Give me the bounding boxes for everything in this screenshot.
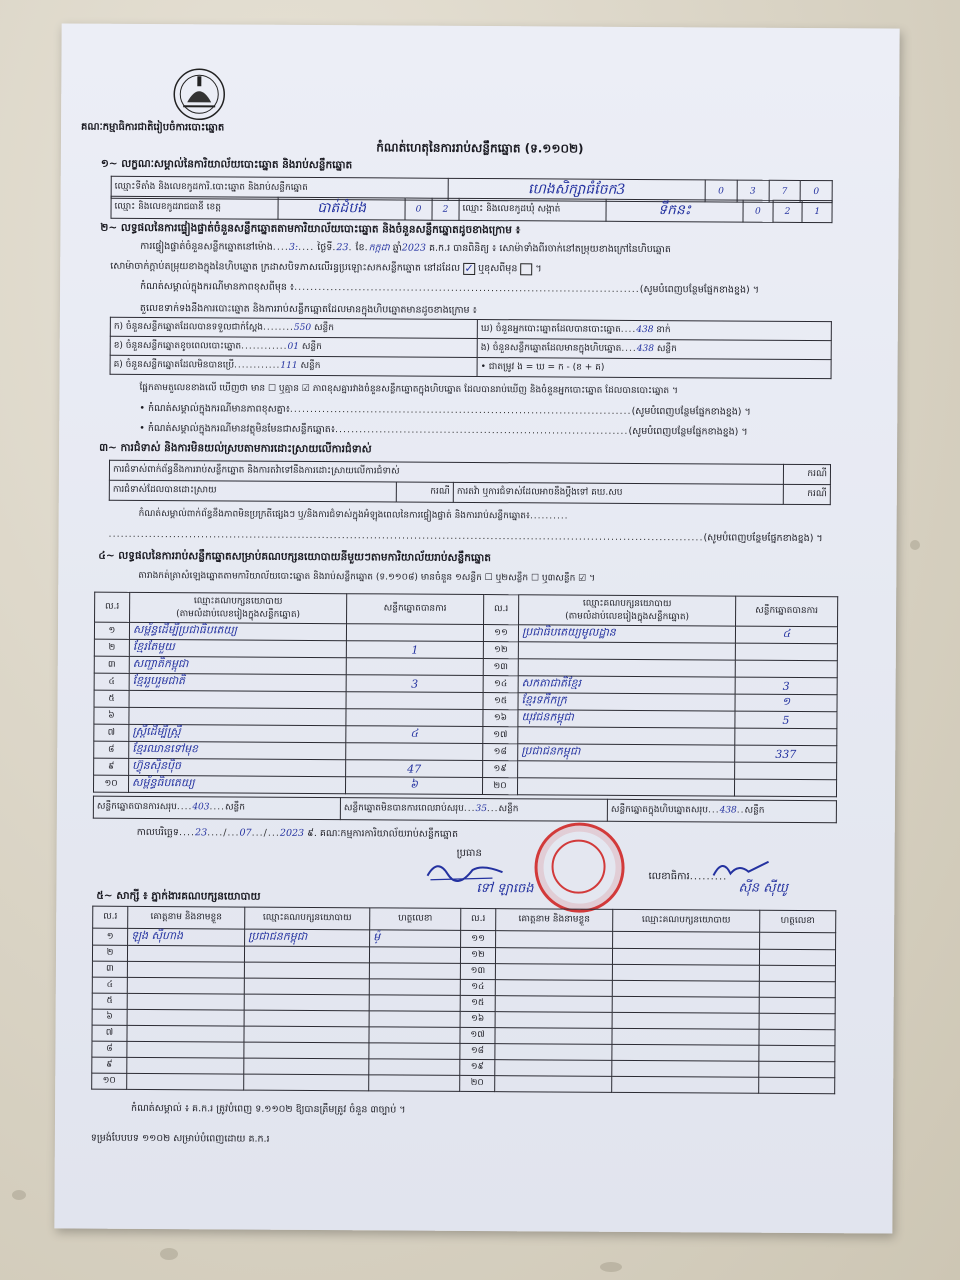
witness-signature bbox=[369, 1059, 460, 1076]
witness-signature bbox=[369, 979, 460, 996]
row-number: ៩ bbox=[94, 758, 129, 775]
section2-heading: ២~ លទ្ធផលនៃការផ្ទៀងផ្ទាត់ចំនួនសន្លឹកឆ្នោតតាមការិយាល័យបោះឆ្នោត និងចំនួនសន្លឹកឆ្នោតដូចខាងក្រោម ៖ bbox=[100, 221, 521, 237]
valid-votes: 5 bbox=[735, 711, 837, 729]
witness-signature bbox=[759, 949, 835, 965]
foreign-object-note: • កំណត់សម្គាល់ក្នុងករណីមានវត្ថុមិនមែនជាសន្លឹកឆ្នោត៖.........................................................................(សូមបំពេញបន្ថែមផ្នែកខាងខ្នង) ។ bbox=[139, 422, 748, 438]
results-table: ល.រ ឈ្មោះគណបក្សនយោបាយ (តាមលំដាប់លេខរៀងក្នុងសន្លឹកឆ្នោត) សន្លឹកឆ្នោតបានការ ល.រ ឈ្មោះគណបក្សនយោបាយ (តាមលំដាប់លេខរៀងក្នុងសន្លឹកឆ្នោត) សន្លឹកឆ្នោតបានការ ១ សម្ព័ន្ធដើម្បីប្រជាធិបតេយ្យ ១១ ប្រជាធិបតេយ្យមូលដ្ឋាន ៤ ២ ខ្មែរតែមួយ 1 ១២ ៣ សញ្ជាតិកម្ពុជា ១៣ ៤ ខ្មែររួបរួមជាតិ 3 ១៤ សកតាជាតិខ្មែរ 3 ៥ ១៥ ខ្មែរទកឹកក្រ ១ ៦ ១៦ យុវជនកម្ពុជា 5 ៧ ស្ត្រីដើម្បីស្ត្រី ៤ ១៧ ៨ ខ្មែរឈានទៅមុខ ១៨ ប្រជាជនកម្ពុជា 337 ៩ ហ៊្វុនស៊ិនប៉ិច 47 ១៩ ១០ សម្ព័ន្ធធិបតេយ្យ ៦ ២០ bbox=[93, 592, 838, 798]
witness-table: ល.រ គោត្តនាម និងនាមខ្លួន ឈ្មោះគណបក្សនយោបាយ ហត្ថលេខា ល.រ គោត្តនាម និងនាមខ្លួន ឈ្មោះគណបក្សនយោបាយ ហត្ថលេខា ១ ឡុង ស៊ីហាង ប្រជាជនកម្ពុជា ម៉្ ១១ ២ ១២ ៣ ១៣ ៤ ១៤ ៥ ១៥ ៦ ១៦ ៧ ១៧ ៨ ១៨ ៩ ១៩ ១០ ២០ bbox=[91, 906, 836, 1095]
form-note: ទម្រង់បែបបទ ១១០២ សម្រាប់បំពេញដោយ គ.ក.រ bbox=[90, 1132, 270, 1145]
change-note-line: កំណត់សម្គាល់ក្នុងករណីមានភាពខុសពីមុន ៖......................................................................................(សូមបំពេញបន្ថែមផ្នែកខាងខ្នង) ។ bbox=[140, 280, 760, 296]
section1-table-row2 bbox=[110, 196, 832, 223]
section4-heading: ៤~ លទ្ធផលនៃការរាប់សន្លឹកឆ្នោតសម្រាប់គណបក្សនយោបាយនីមួយៗតាមការិយាល័យរាប់សន្លឹកឆ្នោត bbox=[98, 549, 491, 565]
figures-intro: តួលេខទាក់ទងនឹងការបោះឆ្នោត និងការរាប់សន្លឹកឆ្នោតដែលមានក្នុងហិបឆ្នោតមានដូចខាងក្រោម ៖ bbox=[139, 302, 477, 316]
party-name bbox=[518, 727, 735, 745]
ballot-figures-table bbox=[110, 317, 832, 379]
witness-signature bbox=[369, 947, 460, 964]
secretary-label: លេខាធិការ......... bbox=[648, 871, 728, 883]
row-number: ១៣ bbox=[483, 659, 518, 676]
row-number: ១៥ bbox=[483, 693, 518, 710]
valid-votes: 3 bbox=[346, 675, 483, 693]
row-number: ១៦ bbox=[460, 1011, 495, 1027]
row-number: ៣ bbox=[94, 656, 129, 673]
difference-note: • កំណត់សម្គាល់ក្នុងករណីមានភាពខុសគ្នា៖.....................................................................................(សូមបំពេញបន្ថែមផ្នែកខាងខ្នង) ។ bbox=[139, 402, 751, 418]
row-number: ១ bbox=[93, 928, 128, 945]
station-code-digit: 0 bbox=[800, 180, 832, 202]
witness-signature bbox=[759, 1045, 835, 1061]
witness-name bbox=[495, 1044, 612, 1061]
party-name: ខ្មែរទកឹកក្រ bbox=[518, 693, 735, 711]
row-number: ២ bbox=[92, 945, 127, 961]
row-number: ១២ bbox=[460, 947, 495, 963]
valid-votes bbox=[346, 624, 483, 642]
chair-name: ទៅ ឡាចេង bbox=[476, 881, 534, 897]
province-code-digit: 2 bbox=[432, 198, 459, 220]
wall-stain bbox=[910, 540, 920, 550]
row-number: ៤ bbox=[94, 673, 129, 690]
row-number: ២ bbox=[94, 639, 129, 656]
row-number: ៨ bbox=[94, 741, 129, 758]
row-number: ១៨ bbox=[460, 1043, 495, 1059]
row-number: ១៧ bbox=[460, 1027, 495, 1043]
table-row: ក) ចំនួនសន្លឹកឆ្នោតដែលបានទទួលជាក់ស្តែង........550 សន្លឹក ឃ) ចំនួនអ្នកបោះឆ្នោតដែលបានបោះឆ្នោត....438 នាក់ bbox=[110, 317, 831, 340]
party-name bbox=[517, 778, 734, 796]
witness-party bbox=[613, 931, 760, 949]
valid-votes bbox=[735, 643, 837, 661]
party-name bbox=[518, 761, 735, 779]
witness-signature bbox=[759, 1029, 835, 1045]
witness-party bbox=[244, 1058, 369, 1075]
witness-name bbox=[127, 993, 244, 1010]
row-number: ២០ bbox=[482, 778, 517, 795]
witness-name bbox=[495, 948, 612, 965]
valid-votes bbox=[735, 660, 837, 678]
party-name: សញ្ជាតិកម្ពុជា bbox=[129, 656, 346, 674]
witness-signature bbox=[759, 1013, 835, 1029]
party-name: ប្រជាធិបតេយ្យមូលដ្ឋាន bbox=[518, 625, 735, 643]
section1-heading: ១~ លក្ខណៈសម្គាល់នៃការិយាល័យបោះឆ្នោត និងរាប់សន្លឹកឆ្នោត bbox=[100, 157, 353, 172]
witness-party bbox=[244, 1074, 369, 1091]
nec-logo-icon bbox=[171, 66, 227, 122]
valid-votes: ១ bbox=[735, 694, 837, 712]
party-name: ស្ត្រីដើម្បីស្ត្រី bbox=[129, 724, 346, 742]
section5-heading: ៥~ សាក្សី ៖ ភ្នាក់ងារគណបក្សនយោបាយ bbox=[96, 889, 261, 903]
row-number: ៨ bbox=[92, 1041, 127, 1057]
province-label: ឈ្មោះ និងលេខកូដរាជធានី ខេត្ត bbox=[111, 196, 278, 219]
wall-stain bbox=[160, 1248, 178, 1260]
valid-votes: ៤ bbox=[735, 626, 837, 644]
party-name bbox=[518, 659, 735, 677]
witness-party bbox=[244, 946, 369, 963]
row-number: ១៣ bbox=[460, 963, 495, 979]
row-number: ១១ bbox=[461, 930, 496, 947]
valid-votes bbox=[735, 762, 837, 780]
row-number: ៦ bbox=[92, 1009, 127, 1025]
secretary-name: ស៊ីន ស៊ីយូ bbox=[738, 880, 788, 896]
valid-votes bbox=[346, 692, 483, 710]
row-number: ១៨ bbox=[483, 744, 518, 761]
date-line: កាលបរិច្ឆេទ....23..../...07.../...2023 ៩. គណៈកម្មការការិយាល័យរាប់សន្លឹកឆ្នោត bbox=[136, 826, 459, 840]
row-number: ៩ bbox=[92, 1057, 127, 1073]
chair-label: ប្រធាន bbox=[456, 847, 482, 860]
witness-name bbox=[495, 996, 612, 1013]
objections-table: ការជំទាស់ពាក់ព័ន្ធនឹងការរាប់សន្លឹកឆ្នោត និងការតវ៉ាទៅនឹងការដោះស្រាយលើការជំទាស់ ករណី ការជំទាស់ដែលបានដោះស្រាយ ករណី ការតវ៉ា ឬការជំទាស់ដែលអាចនឹងប្តឹងទៅ គឃ.សប ករណី bbox=[109, 460, 831, 505]
valid-votes: 47 bbox=[346, 760, 483, 778]
row-number: ៧ bbox=[94, 724, 129, 741]
witness-name bbox=[127, 961, 244, 978]
row-number: ១៧ bbox=[483, 727, 518, 744]
row-number: ១៤ bbox=[483, 676, 518, 693]
irregularity-note: កំណត់សម្គាល់ពាក់ព័ន្ធនឹងភាពមិនប្រក្រតីផ្សេងៗ ឬ/និងការជំទាស់ក្នុងអំឡុងពេលនៃការផ្ទៀងផ្ទាត់ និងការរាប់សន្លឹកឆ្នោត៖.......... bbox=[138, 508, 569, 522]
station-code-digit: 3 bbox=[737, 180, 769, 202]
witness-signature bbox=[369, 995, 460, 1012]
document-sheet bbox=[54, 23, 899, 1233]
witness-party bbox=[612, 1060, 759, 1077]
party-name: ខ្មែរឈានទៅមុខ bbox=[129, 741, 346, 759]
witness-party bbox=[244, 962, 369, 979]
witness-party bbox=[612, 1076, 759, 1093]
witness-signature bbox=[759, 997, 835, 1013]
verification-line: ការផ្ទៀងផ្ទាត់ចំនួនសន្លឹកឆ្នោតនៅម៉ោង....3:.... ថ្ងៃទី.23. ខែ.កក្កដា ឆ្នាំ2023 គ.ក.រ បានពិនិត្យ ៖ សោម៉ាទាំងពីរចាក់នៅតម្រុយខាងក្រៅនៃហិបឆ្នោត bbox=[140, 240, 671, 256]
witness-name bbox=[495, 1060, 612, 1077]
row-number: ១២ bbox=[483, 642, 518, 659]
party-name: ខ្មែរតែមួយ bbox=[129, 639, 346, 657]
row-number: ៥ bbox=[92, 993, 127, 1009]
witness-name bbox=[127, 1073, 244, 1090]
row-number: ១៩ bbox=[460, 1059, 495, 1075]
totals-table: សន្លឹកឆ្នោតបានការសរុប....403....សន្លឹក សន្លឹកឆ្នោតមិនបានការពេលរាប់សរុប...35...សន្លឹក សន្លឹកឆ្នោតក្នុងហិបឆ្នោតសរុប...438..សន្លឹក bbox=[93, 796, 837, 824]
witness-name bbox=[127, 1009, 244, 1026]
witness-name bbox=[495, 1012, 612, 1029]
witness-signature bbox=[759, 965, 835, 981]
witness-party bbox=[244, 1026, 369, 1043]
row-number: ១៥ bbox=[460, 995, 495, 1011]
witness-name bbox=[495, 1076, 612, 1093]
station-label: ឈ្មោះទីតាំង និងលេខកូដការិ.បោះឆ្នោត និងរាប់សន្លឹកឆ្នោត bbox=[111, 176, 448, 200]
row-number: ១ bbox=[94, 622, 129, 639]
witness-signature bbox=[759, 981, 835, 997]
witness-name bbox=[495, 964, 612, 981]
row-number: ១១ bbox=[483, 625, 518, 642]
valid-votes: ៤ bbox=[346, 726, 483, 744]
wall-stain bbox=[600, 1262, 622, 1272]
commune-name: ទឹកនះ bbox=[606, 199, 743, 222]
document-title: កំណត់ហេតុនៃការរាប់សន្លឹកឆ្នោត (ទ.១១០២) bbox=[376, 140, 584, 156]
witness-party bbox=[612, 964, 759, 981]
valid-votes: ៦ bbox=[345, 777, 482, 795]
table-row: គ) ចំនួនសន្លឹកឆ្នោតដែលមិនបានប្រើ............111 សន្លឹក • ជាតម្រូវ ង = ឃ = ក - (ខ + គ) bbox=[110, 355, 831, 378]
party-name bbox=[518, 642, 735, 660]
witness-name bbox=[127, 977, 244, 994]
witness-name bbox=[495, 980, 612, 997]
witness-name bbox=[127, 945, 244, 962]
party-name: ប្រជាជនកម្ពុជា bbox=[518, 744, 735, 762]
row-number: ១៦ bbox=[483, 710, 518, 727]
witness-party bbox=[612, 948, 759, 965]
party-name: ហ៊្វុនស៊ិនប៉ិច bbox=[129, 758, 346, 776]
valid-votes: 3 bbox=[735, 677, 837, 695]
witness-party bbox=[244, 994, 369, 1011]
row-number: ១៩ bbox=[483, 761, 518, 778]
witness-signature bbox=[759, 1077, 835, 1093]
witness-party bbox=[612, 1028, 759, 1045]
witness-signature bbox=[369, 1075, 460, 1092]
organization-name: គណៈកម្មាធិការជាតិរៀបចំការបោះឆ្នោត bbox=[81, 121, 225, 134]
row-number: ៦ bbox=[94, 707, 129, 724]
witness-name bbox=[127, 1025, 244, 1042]
station-code-digit: 0 bbox=[705, 180, 737, 202]
table-row bbox=[92, 1073, 835, 1094]
witness-name bbox=[495, 1028, 612, 1045]
row-number: ៧ bbox=[92, 1025, 127, 1041]
difference-check-line: ផ្អែកតាមតួលេខខាងលើ ឃើញថា មាន ☐ ឬគ្មាន ☑ ភាពខុសគ្នារវាងចំនួនសន្លឹកឆ្នោតក្នុងហិបឆ្នោត ដែលបានរាប់ឃើញ និងចំនួនអ្នកបោះឆ្នោត ដែលបានបោះឆ្នោត ។ bbox=[139, 382, 678, 397]
table-row: ខ) ចំនួនសន្លឹកឆ្នោតខូចពេលបោះឆ្នោត............01 សន្លឹក ង) ចំនួនសន្លឹកឆ្នោតដែលមានក្នុងហិបឆ្នោត....438 សន្លឹក bbox=[110, 336, 831, 359]
irregularity-note-line2: ....................................................................................................................................................(សូមបំពេញបន្ថែមផ្នែកខាងខ្នង) ។ bbox=[108, 528, 823, 545]
station-code-digit: 7 bbox=[769, 180, 801, 202]
unchanged-checkbox: ✓ bbox=[464, 261, 474, 275]
witness-signature bbox=[369, 1011, 460, 1028]
province-code-digit: 0 bbox=[405, 198, 432, 220]
witness-party bbox=[612, 980, 759, 997]
row-number: ១៤ bbox=[460, 979, 495, 995]
row-number: ៤ bbox=[92, 977, 127, 993]
witness-name bbox=[127, 1057, 244, 1074]
row-number: ២០ bbox=[460, 1075, 495, 1091]
table-row bbox=[93, 775, 836, 797]
commune-code-digit: 2 bbox=[773, 200, 803, 222]
party-name: សកតាជាតិខ្មែរ bbox=[518, 676, 735, 694]
witness-signature bbox=[369, 1043, 460, 1060]
row-number: ៥ bbox=[94, 690, 129, 707]
party-name bbox=[129, 690, 346, 708]
witness-party: ប្រជាជនកម្ពុជា bbox=[245, 929, 370, 947]
seal-line: សោម៉ាចាក់ក្តាប់តម្រុយខាងក្នុងនៃហិបឆ្នោត ក្រដាសបិទភាសលើរន្ធប្រឡោះសកសន្លឹកឆ្នោត នៅដដែល ✓ ឬខុសពីមុន ។ bbox=[110, 260, 542, 275]
witness-name: ឡុង ស៊ីហាង bbox=[128, 928, 245, 946]
row-number: ១០ bbox=[93, 775, 128, 792]
witness-signature bbox=[369, 1027, 460, 1044]
official-stamp bbox=[534, 822, 625, 913]
section3-heading: ៣~ ការជំទាស់ និងការមិនយល់ស្របតាមការដោះស្រាយលើការជំទាស់ bbox=[99, 441, 372, 456]
valid-votes: 337 bbox=[735, 745, 837, 763]
witness-signature bbox=[369, 963, 460, 980]
commune-code-digit: 1 bbox=[802, 200, 832, 222]
witness-party bbox=[612, 1044, 759, 1061]
valid-votes bbox=[346, 743, 483, 761]
changed-checkbox bbox=[520, 263, 532, 275]
witness-party bbox=[244, 1042, 369, 1059]
witness-party bbox=[244, 1010, 369, 1027]
witness-party bbox=[612, 996, 759, 1013]
row-number: ១០ bbox=[92, 1073, 127, 1089]
province-name: បាត់ដំបង bbox=[278, 197, 405, 220]
party-name: សម្ព័ន្ធដើម្បីប្រជាធិបតេយ្យ bbox=[129, 622, 346, 640]
station-name: ហេងសិក្សាធំចែក3 bbox=[448, 178, 705, 202]
witness-party bbox=[612, 1012, 759, 1029]
witness-name bbox=[127, 1041, 244, 1058]
witness-signature bbox=[759, 1061, 835, 1077]
tally-sheet-count: តារាងកត់ត្រាសំឡេងឆ្នោតតាមការិយាល័យបោះឆ្នោត និងរាប់សន្លឹកឆ្នោត (ទ.១១០៨) មានចំនួន ១សន្លឹក ☐ ឬ២សន្លឹក ☐ ឬ៣សន្លឹក ☑ ។ bbox=[138, 570, 596, 584]
row-number: ៣ bbox=[92, 961, 127, 977]
party-name: ខ្មែររួបរួមជាតិ bbox=[129, 673, 346, 691]
witness-signature: ម៉្ bbox=[370, 930, 461, 948]
commune-code-digit: 0 bbox=[743, 200, 773, 222]
valid-votes bbox=[735, 728, 837, 746]
party-name: យុវជនកម្ពុជា bbox=[518, 710, 735, 728]
party-name: សម្ព័ន្ធធិបតេយ្យ bbox=[128, 775, 345, 793]
wall-stain bbox=[12, 1190, 26, 1200]
witness-party bbox=[244, 978, 369, 995]
party-name bbox=[129, 707, 346, 725]
valid-votes: 1 bbox=[346, 641, 483, 659]
valid-votes bbox=[346, 709, 483, 727]
witness-signature bbox=[760, 932, 836, 949]
valid-votes bbox=[346, 658, 483, 676]
valid-votes bbox=[734, 779, 836, 797]
witness-name bbox=[496, 931, 613, 949]
footnote: កំណត់សម្គាល់ ៖ គ.ក.រ ត្រូវបំពេញ ទ.១១០២ ឱ្យបានត្រឹមត្រូវ ចំនួន ៣ច្បាប់ ។ bbox=[131, 1102, 406, 1116]
commune-label: ឈ្មោះ និងលេខកូដឃុំ សង្កាត់ bbox=[459, 198, 606, 221]
